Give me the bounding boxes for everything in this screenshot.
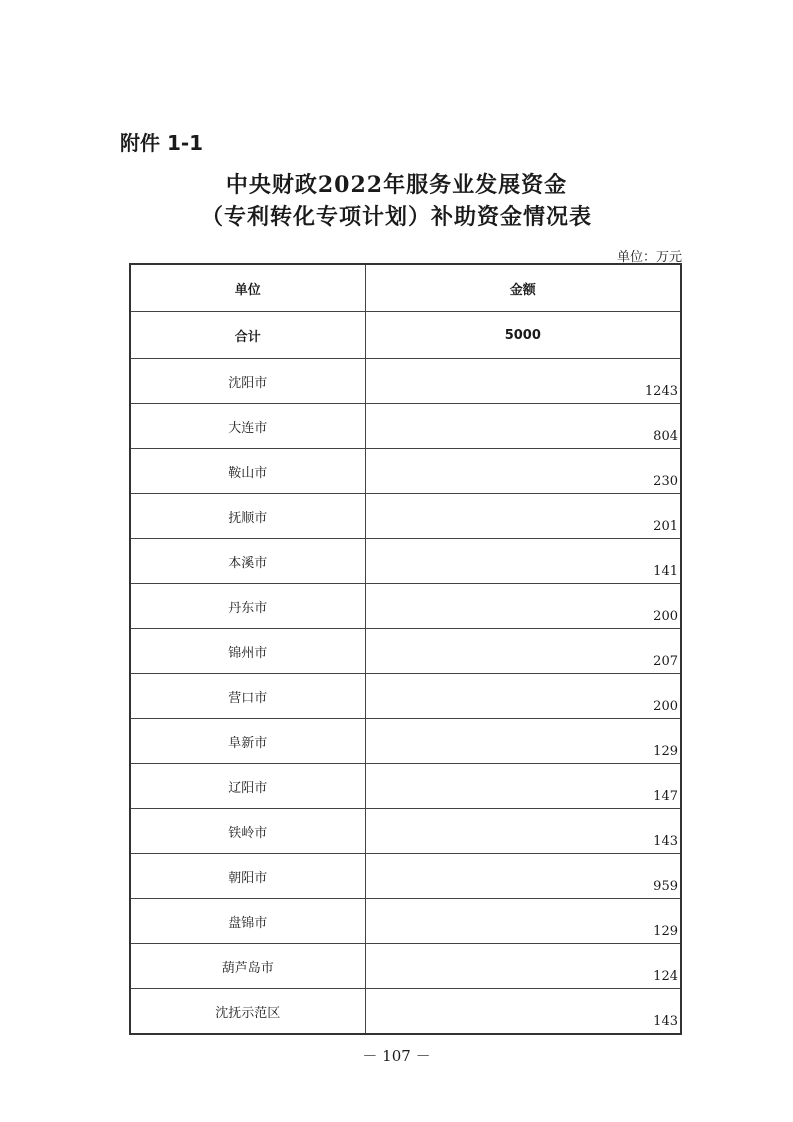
subsidy-table — [129, 263, 682, 1035]
table-header-row — [130, 264, 681, 312]
row-amount: 1243 — [365, 359, 681, 404]
row-city-name: 沈抚示范区 — [130, 989, 365, 1035]
table-row — [130, 584, 681, 629]
table-row — [130, 944, 681, 989]
row-amount: 143 — [365, 809, 681, 854]
row-amount: 200 — [365, 674, 681, 719]
table-row — [130, 854, 681, 899]
table-row — [130, 539, 681, 584]
table-row — [130, 899, 681, 944]
row-city-name: 铁岭市 — [130, 809, 365, 854]
attachment-label: 附件 1-1 — [120, 131, 204, 155]
total-label: 合计 — [130, 312, 365, 359]
row-amount: 207 — [365, 629, 681, 674]
row-amount: 129 — [365, 719, 681, 764]
row-city-name: 丹东市 — [130, 584, 365, 629]
row-amount: 141 — [365, 539, 681, 584]
row-city-name: 阜新市 — [130, 719, 365, 764]
row-city-name: 大连市 — [130, 404, 365, 449]
row-city-name: 盘锦市 — [130, 899, 365, 944]
row-amount: 959 — [365, 854, 681, 899]
row-city-name: 葫芦岛市 — [130, 944, 365, 989]
table-row — [130, 674, 681, 719]
document-title-line2: （专利转化专项计划）补助资金情况表 — [200, 204, 592, 230]
row-city-name: 鞍山市 — [130, 449, 365, 494]
row-city-name: 锦州市 — [130, 629, 365, 674]
table-row — [130, 719, 681, 764]
header-amount: 金额 — [365, 264, 681, 312]
header-unit: 单位 — [130, 264, 365, 312]
row-amount: 129 — [365, 899, 681, 944]
row-amount: 804 — [365, 404, 681, 449]
table-row — [130, 989, 681, 1035]
table-row — [130, 449, 681, 494]
table-row — [130, 359, 681, 404]
row-city-name: 营口市 — [130, 674, 365, 719]
table-row — [130, 494, 681, 539]
row-amount: 201 — [365, 494, 681, 539]
row-amount: 230 — [365, 449, 681, 494]
unit-label: 单位：万元 — [616, 250, 682, 265]
row-amount: 147 — [365, 764, 681, 809]
row-amount: 124 — [365, 944, 681, 989]
row-city-name: 朝阳市 — [130, 854, 365, 899]
table-row — [130, 764, 681, 809]
table-row — [130, 404, 681, 449]
row-amount: 143 — [365, 989, 681, 1035]
table-total-row — [130, 312, 681, 359]
table-row — [130, 809, 681, 854]
row-city-name: 本溪市 — [130, 539, 365, 584]
total-value: 5000 — [365, 312, 681, 359]
page-number: － 107 － — [362, 1047, 431, 1065]
row-city-name: 辽阳市 — [130, 764, 365, 809]
row-city-name: 沈阳市 — [130, 359, 365, 404]
document-title-line1: 中央财政2022年服务业发展资金 — [225, 172, 568, 198]
row-amount: 200 — [365, 584, 681, 629]
row-city-name: 抚顺市 — [130, 494, 365, 539]
table-row — [130, 629, 681, 674]
